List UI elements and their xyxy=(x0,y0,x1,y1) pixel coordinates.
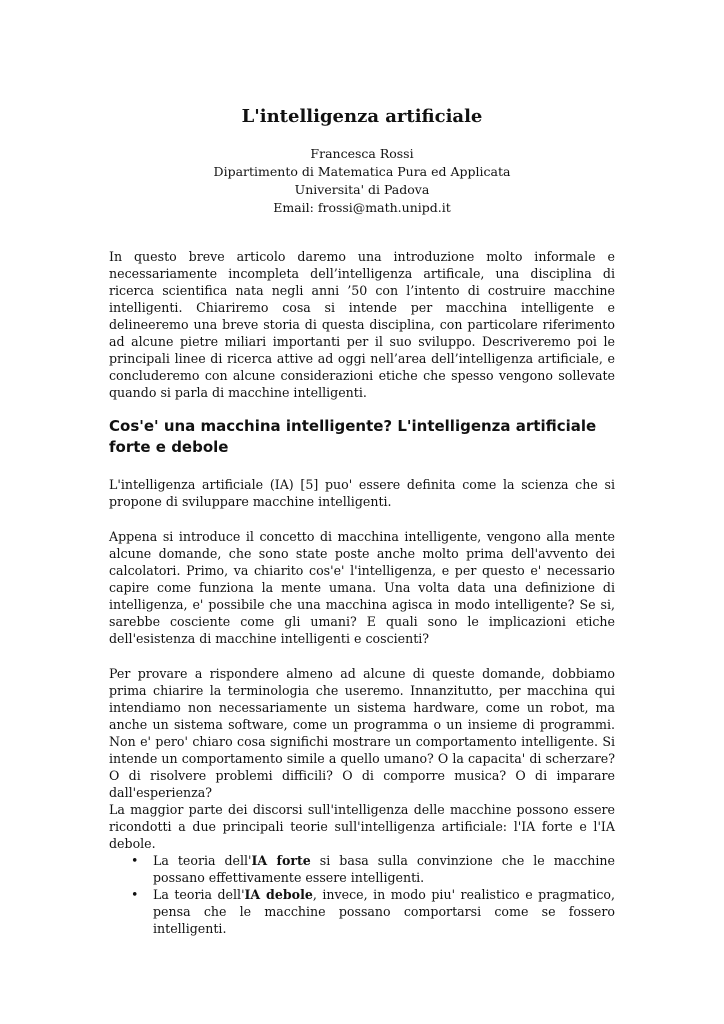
bullet-prefix: La teoria dell' xyxy=(153,887,245,902)
body-paragraph-3: Per provare a rispondere almeno ad alcune di queste domande, dobbiamo prima chiarire la terminologia che useremo. Innanzitutto, per macchina qui intendiamo non necessariamente un sistema hardware, come un robot, ma anche un sistema software, come un programma o un insieme di programmi. Non e' pero' chiaro cosa significhi mostrare un comportamento intelligente. Si intende un comportamento simile a quello umano? O la capacita' di scherzare? O di risolvere problemi difficili? O di comporre musica? O di imparare dall'esperienza? xyxy=(109,666,615,800)
author-name: Francesca Rossi xyxy=(310,146,414,161)
bullet-prefix: La teoria dell' xyxy=(153,853,252,868)
bullet-term: IA debole xyxy=(244,887,313,902)
abstract-paragraph: In questo breve articolo daremo una introduzione molto informale e necessariamente incompleta dell’intelligenza artificale, una disciplina di ricerca scientifica nata negli anni ’50 con l’intento di costruire macchine intelligenti. Chiariremo cosa si intende per macchina intelligente e delineeremo una breve storia di questa disciplina, con particolare riferimento ad alcune pietre miliari importanti per il suo sviluppo. Descriveremo poi le principali linee di ricerca attive ad oggi nell’area dell’intelligenza artificiale, e concluderemo con alcune considerazioni etiche che spesso vengono sollevate quando si parla di macchine intelligenti. xyxy=(109,249,615,400)
list-item xyxy=(109,852,615,886)
body-paragraph-1: L'intelligenza artificiale (IA) [5] puo' essere definita come la scienza che si propone di sviluppare macchine intelligenti. xyxy=(109,477,615,509)
paper-title: L'intelligenza artificiale xyxy=(241,106,483,127)
author-department: Dipartimento di Matematica Pura ed Applicata xyxy=(213,164,511,179)
bullet-icon: • xyxy=(131,853,139,868)
author-block xyxy=(109,145,615,217)
author-university: Universita' di Padova xyxy=(294,182,430,197)
author-email: Email: frossi@math.unipd.it xyxy=(273,200,451,215)
list-item xyxy=(109,886,615,937)
theory-bullet-list xyxy=(109,852,615,937)
body-paragraph-4: La maggior parte dei discorsi sull'intelligenza delle macchine possono essere ricondotti a due principali teorie sull'intelligenza artificiale: l'IA forte e l'IA debole. xyxy=(109,802,615,851)
bullet-suffix: , invece, in modo piu' realistico e pragmatico, pensa che le macchine possano comportarsi come se fossero intelligenti. xyxy=(153,887,615,936)
section-heading: Cos'e' una macchina intelligente? L'intelligenza artificiale forte e debole xyxy=(109,417,597,456)
body-paragraph-2: Appena si introduce il concetto di macchina intelligente, vengono alla mente alcune domande, che sono state poste anche molto prima dell'avvento dei calcolatori. Primo, va chiarito cos'e' l'intelligenza, e per questo e' necessario capire come funziona la mente umana. Una volta data una definizione di intelligenza, e' possibile che una macchina agisca in modo intelligente? Se si, sarebbe cosciente come gli umani? E quali sono le implicazioni etiche dell'esistenza di macchine intelligenti e coscienti? xyxy=(109,529,615,646)
bullet-suffix: si basa sulla convinzione che le macchine possano effettivamente essere intelligenti. xyxy=(153,853,615,885)
bullet-term: IA forte xyxy=(251,853,311,868)
bullet-icon: • xyxy=(131,887,139,902)
